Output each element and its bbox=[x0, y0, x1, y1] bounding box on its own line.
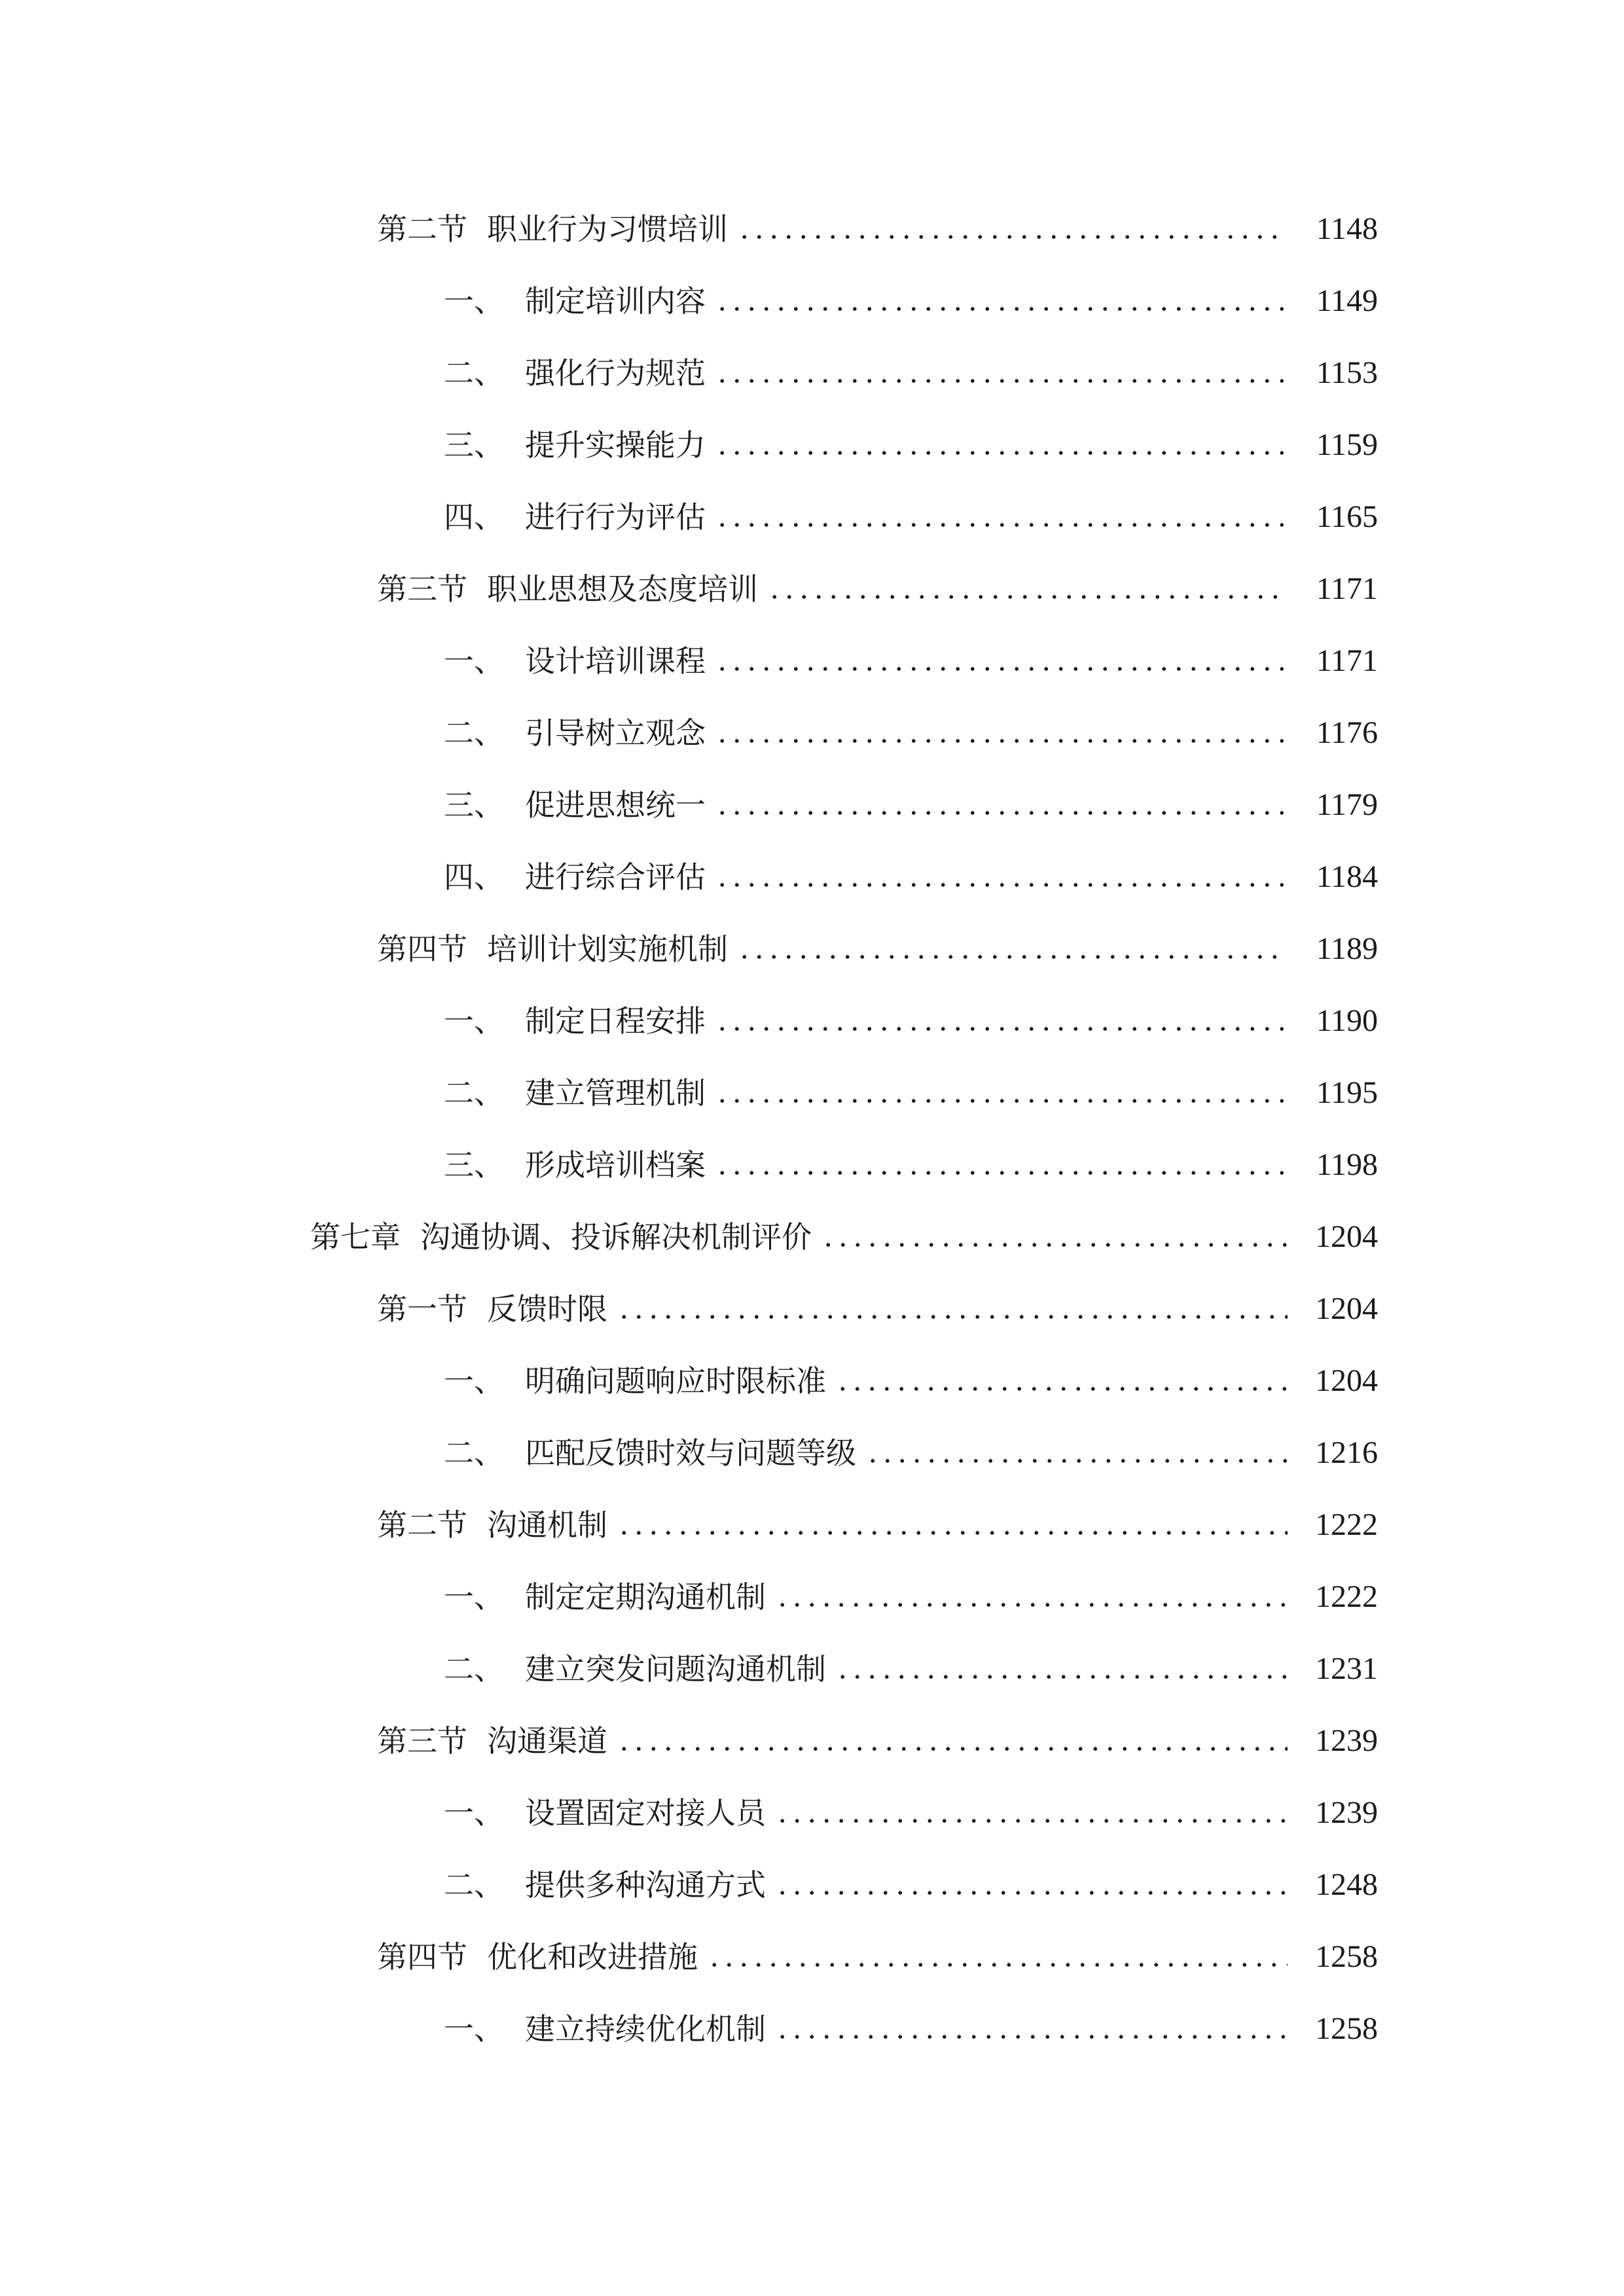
toc-entry-page: 1204 bbox=[1315, 1291, 1378, 1326]
toc-entry[interactable] bbox=[444, 268, 1378, 321]
toc-entry[interactable] bbox=[444, 1852, 1378, 1905]
toc-entry-page: 1159 bbox=[1316, 427, 1378, 462]
toc-entry-title: 建立突发问题沟通机制 bbox=[525, 1651, 826, 1687]
toc-entry-number: 一、 bbox=[444, 1003, 504, 1039]
toc-entry[interactable] bbox=[444, 772, 1378, 825]
toc-entry-page: 1258 bbox=[1315, 1939, 1378, 1974]
dot-leader bbox=[715, 1168, 1288, 1178]
toc-entry-number: 一、 bbox=[444, 1579, 504, 1615]
toc-entry-number: 二、 bbox=[444, 1075, 504, 1111]
toc-entry-page: 1176 bbox=[1316, 715, 1378, 750]
dot-leader bbox=[707, 1960, 1288, 1970]
toc-entry[interactable] bbox=[377, 556, 1378, 609]
toc-entry-number: 第三节 bbox=[377, 1723, 467, 1759]
dot-leader bbox=[775, 2032, 1288, 2042]
toc-entry-title: 职业思想及态度培训 bbox=[487, 571, 758, 607]
toc-entry-number: 二、 bbox=[444, 1435, 504, 1471]
dot-leader bbox=[715, 1096, 1288, 1106]
dot-leader bbox=[715, 376, 1288, 386]
toc-entry-page: 1184 bbox=[1316, 859, 1378, 894]
toc-entry[interactable] bbox=[377, 916, 1378, 969]
toc-entry-title: 培训计划实施机制 bbox=[487, 931, 728, 967]
dot-leader bbox=[715, 520, 1288, 530]
toc-entry-title: 建立管理机制 bbox=[525, 1075, 706, 1111]
toc-entry-number: 一、 bbox=[444, 2011, 504, 2047]
toc-entry-number: 二、 bbox=[444, 715, 504, 751]
toc-entry[interactable] bbox=[444, 700, 1378, 753]
toc-entry-number: 二、 bbox=[444, 1867, 504, 1903]
dot-leader bbox=[617, 1312, 1288, 1322]
toc-entry-page: 1171 bbox=[1316, 571, 1378, 606]
dot-leader bbox=[617, 1528, 1288, 1538]
toc-entry-page: 1231 bbox=[1315, 1651, 1378, 1686]
toc-entry[interactable] bbox=[377, 1708, 1378, 1761]
dot-leader bbox=[715, 448, 1288, 458]
toc-entry[interactable] bbox=[377, 1276, 1378, 1329]
dot-leader bbox=[715, 880, 1288, 890]
toc-entry-page: 1216 bbox=[1315, 1435, 1378, 1470]
toc-entry-title: 形成培训档案 bbox=[525, 1147, 706, 1183]
dot-leader bbox=[715, 1024, 1288, 1034]
toc-entry[interactable] bbox=[444, 484, 1378, 537]
dot-leader bbox=[715, 304, 1288, 314]
toc-entry-page: 1149 bbox=[1316, 283, 1378, 318]
toc-entry-number: 第二节 bbox=[377, 1507, 467, 1543]
toc-entry-page: 1248 bbox=[1315, 1867, 1378, 1902]
toc-entry-title: 引导树立观念 bbox=[525, 715, 706, 751]
toc-entry[interactable] bbox=[444, 1996, 1378, 2049]
toc-entry[interactable] bbox=[377, 1924, 1378, 1977]
toc-entry-title: 反馈时限 bbox=[487, 1291, 607, 1327]
dot-leader bbox=[715, 736, 1288, 746]
toc-entry[interactable] bbox=[444, 1348, 1378, 1401]
dot-leader bbox=[737, 952, 1288, 962]
dot-leader bbox=[835, 1672, 1288, 1682]
toc-entry-title: 沟通渠道 bbox=[487, 1723, 607, 1759]
toc-entry-page: 1204 bbox=[1315, 1219, 1378, 1254]
toc-entry-page: 1198 bbox=[1316, 1147, 1378, 1182]
toc-entry-title: 制定定期沟通机制 bbox=[525, 1579, 766, 1615]
dot-leader bbox=[865, 1456, 1288, 1466]
dot-leader bbox=[617, 1744, 1288, 1754]
toc-entry-number: 第一节 bbox=[377, 1291, 467, 1327]
toc-entry-title: 制定日程安排 bbox=[525, 1003, 706, 1039]
dot-leader bbox=[835, 1384, 1288, 1394]
toc-entry-page: 1204 bbox=[1315, 1363, 1378, 1398]
toc-entry[interactable] bbox=[444, 988, 1378, 1041]
toc-entry-title: 沟通机制 bbox=[487, 1507, 607, 1543]
toc-entry[interactable] bbox=[377, 196, 1378, 249]
toc-entry-number: 一、 bbox=[444, 1363, 504, 1399]
toc-entry-title: 提供多种沟通方式 bbox=[525, 1867, 766, 1903]
toc-entry-title: 提升实操能力 bbox=[525, 427, 706, 463]
toc-entry-page: 1222 bbox=[1315, 1579, 1378, 1614]
toc-entry[interactable] bbox=[444, 1780, 1378, 1833]
toc-entry-title: 设计培训课程 bbox=[525, 643, 706, 679]
toc-entry-title: 设置固定对接人员 bbox=[525, 1795, 766, 1831]
toc-entry-number: 二、 bbox=[444, 1651, 504, 1687]
toc-entry-page: 1190 bbox=[1316, 1003, 1378, 1038]
toc-entry-number: 第四节 bbox=[377, 931, 467, 967]
toc-entry[interactable] bbox=[310, 1204, 1378, 1257]
toc-entry-page: 1222 bbox=[1315, 1507, 1378, 1542]
toc-entry-number: 三、 bbox=[444, 787, 504, 823]
toc-entry[interactable] bbox=[444, 1636, 1378, 1689]
toc-entry-title: 建立持续优化机制 bbox=[525, 2011, 766, 2047]
toc-entry-page: 1148 bbox=[1316, 211, 1378, 246]
toc-entry-number: 三、 bbox=[444, 427, 504, 463]
toc-entry-number: 四、 bbox=[444, 499, 504, 535]
toc-entry-title: 优化和改进措施 bbox=[487, 1939, 698, 1975]
toc-entry-page: 1189 bbox=[1316, 931, 1378, 966]
dot-leader bbox=[775, 1888, 1288, 1898]
dot-leader bbox=[775, 1816, 1288, 1826]
toc-entry-page: 1165 bbox=[1316, 499, 1378, 534]
toc-entry-title: 强化行为规范 bbox=[525, 355, 706, 391]
toc-entry-page: 1171 bbox=[1316, 643, 1378, 678]
dot-leader bbox=[737, 232, 1288, 242]
toc-entry-page: 1239 bbox=[1315, 1795, 1378, 1830]
dot-leader bbox=[767, 592, 1288, 602]
toc-entry-number: 四、 bbox=[444, 859, 504, 895]
toc-entry-number: 一、 bbox=[444, 1795, 504, 1831]
toc-entry-number: 第四节 bbox=[377, 1939, 467, 1975]
toc-entry[interactable] bbox=[377, 1492, 1378, 1545]
toc-entry[interactable] bbox=[444, 628, 1378, 681]
toc-entry-title: 沟通协调、投诉解决机制评价 bbox=[420, 1219, 812, 1255]
toc-entry-page: 1195 bbox=[1316, 1075, 1378, 1110]
dot-leader bbox=[821, 1240, 1288, 1250]
dot-leader bbox=[715, 664, 1288, 674]
dot-leader bbox=[775, 1600, 1288, 1610]
toc-entry-number: 第七章 bbox=[310, 1219, 401, 1255]
toc-entry-page: 1179 bbox=[1316, 787, 1378, 822]
toc-entry[interactable] bbox=[444, 1132, 1378, 1185]
toc-entry-title: 进行行为评估 bbox=[525, 499, 706, 535]
toc-entry-number: 一、 bbox=[444, 643, 504, 679]
toc-entry-number: 第二节 bbox=[377, 211, 467, 247]
toc-entry-page: 1153 bbox=[1316, 355, 1378, 390]
toc-entry[interactable] bbox=[444, 1420, 1378, 1473]
dot-leader bbox=[715, 808, 1288, 818]
toc-entry-number: 第三节 bbox=[377, 571, 467, 607]
toc-entry-title: 制定培训内容 bbox=[525, 283, 706, 319]
toc-entry-page: 1258 bbox=[1315, 2011, 1378, 2046]
toc-entry-page: 1239 bbox=[1315, 1723, 1378, 1758]
toc-entry-number: 一、 bbox=[444, 283, 504, 319]
toc-entry[interactable] bbox=[444, 1060, 1378, 1113]
toc-entry-title: 匹配反馈时效与问题等级 bbox=[525, 1435, 856, 1471]
toc-entry[interactable] bbox=[444, 844, 1378, 897]
toc-entry[interactable] bbox=[444, 1564, 1378, 1617]
toc-entry[interactable] bbox=[444, 340, 1378, 393]
toc-entry-number: 三、 bbox=[444, 1147, 504, 1183]
toc-entry-title: 进行综合评估 bbox=[525, 859, 706, 895]
toc-entry-title: 促进思想统一 bbox=[525, 787, 706, 823]
toc-entry-title: 职业行为习惯培训 bbox=[487, 211, 728, 247]
toc-entry-title: 明确问题响应时限标准 bbox=[525, 1363, 826, 1399]
toc-entry-number: 二、 bbox=[444, 355, 504, 391]
toc-entry[interactable] bbox=[444, 412, 1378, 465]
